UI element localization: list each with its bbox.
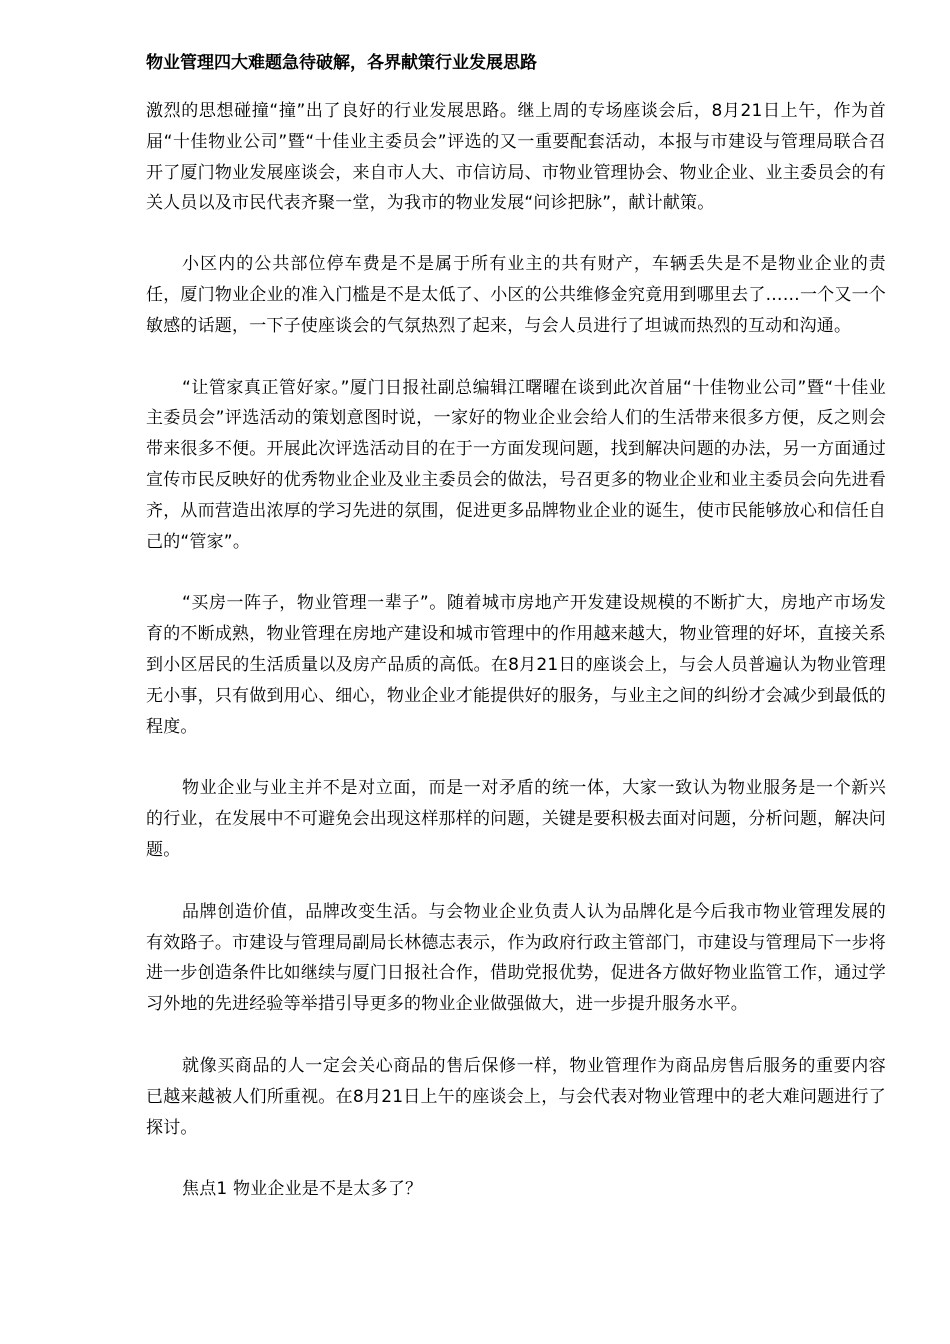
paragraph-3: “让管家真正管好家。”厦门日报社副总编辑江曙曜在谈到此次首届“十佳物业公司”暨“十佳业主委员会”评选活动的策划意图时说，一家好的物业企业会给人们的生活带来很多方便，反之则会带来很多不便。开展此次评选活动目的在于一方面发现问题，找到解决问题的办法，另一方面通过宣传市民反映好的优秀物业企业及业主委员会的做法，号召更多的物业企业和业主委员会向先进看齐，从而营造出浓厚的学习先进的氛围，促进更多品牌物业企业的诞生，使市民能够放心和信任自己的“管家”。 (146, 377, 886, 552)
document-page (146, 50, 886, 1236)
paragraph-2: 小区内的公共部位停车费是不是属于所有业主的共有财产，车辆丢失是不是物业企业的责任，厦门物业企业的准入门槛是不是太低了、小区的公共维修金究竟用到哪里去了……一个又一个敏感的话题，一下子使座谈会的气氛热烈了起来，与会人员进行了坦诚而热烈的互动和沟通。 (146, 254, 886, 336)
paragraph-5: 物业企业与业主并不是对立面，而是一对矛盾的统一体，大家一致认为物业服务是一个新兴的行业，在发展中不可避免会出现这样那样的问题，关键是要积极去面对问题，分析问题，解决问题。 (146, 778, 886, 860)
focus-heading-1: 焦点1 物业企业是不是太多了？ (182, 1179, 423, 1200)
paragraph-7: 就像买商品的人一定会关心商品的售后保修一样，物业管理作为商品房售后服务的重要内容已越来越被人们所重视。在8月21日上午的座谈会上，与会代表对物业管理中的老大难问题进行了探讨。 (146, 1055, 886, 1138)
paragraph-1: 激烈的思想碰撞“撞”出了良好的行业发展思路。继上周的专场座谈会后，8月21日上午，作为首届“十佳物业公司”暨“十佳业主委员会”评选的又一重要配套活动，本报与市建设与管理局联合召开了厦门物业发展座谈会，来自市人大、市信访局、市物业管理协会、物业企业、业主委员会的有关人员以及市民代表齐聚一堂，为我市的物业发展“问诊把脉”，献计献策。 (146, 101, 886, 214)
paragraph-6: 品牌创造价值，品牌改变生活。与会物业企业负责人认为品牌化是今后我市物业管理发展的有效路子。市建设与管理局副局长林德志表示，作为政府行政主管部门，市建设与管理局下一步将进一步创造条件比如继续与厦门日报社合作，借助党报优势，促进各方做好物业监管工作，通过学习外地的先进经验等举措引导更多的物业企业做强做大，进一步提升服务水平。 (146, 901, 886, 1015)
document-title: 物业管理四大难题急待破解，各界献策行业发展思路 (146, 53, 537, 73)
paragraph-4: “买房一阵子，物业管理一辈子”。随着城市房地产开发建设规模的不断扩大，房地产市场发育的不断成熟，物业管理在房地产建设和城市管理中的作用越来越大，物业管理的好坏，直接关系到小区居民的生活质量以及房产品质的高低。在8月21日的座谈会上，与会人员普遍认为物业管理无小事，只有做到用心、细心，物业企业才能提供好的服务，与业主之间的纠纷才会减少到最低的程度。 (146, 593, 886, 737)
